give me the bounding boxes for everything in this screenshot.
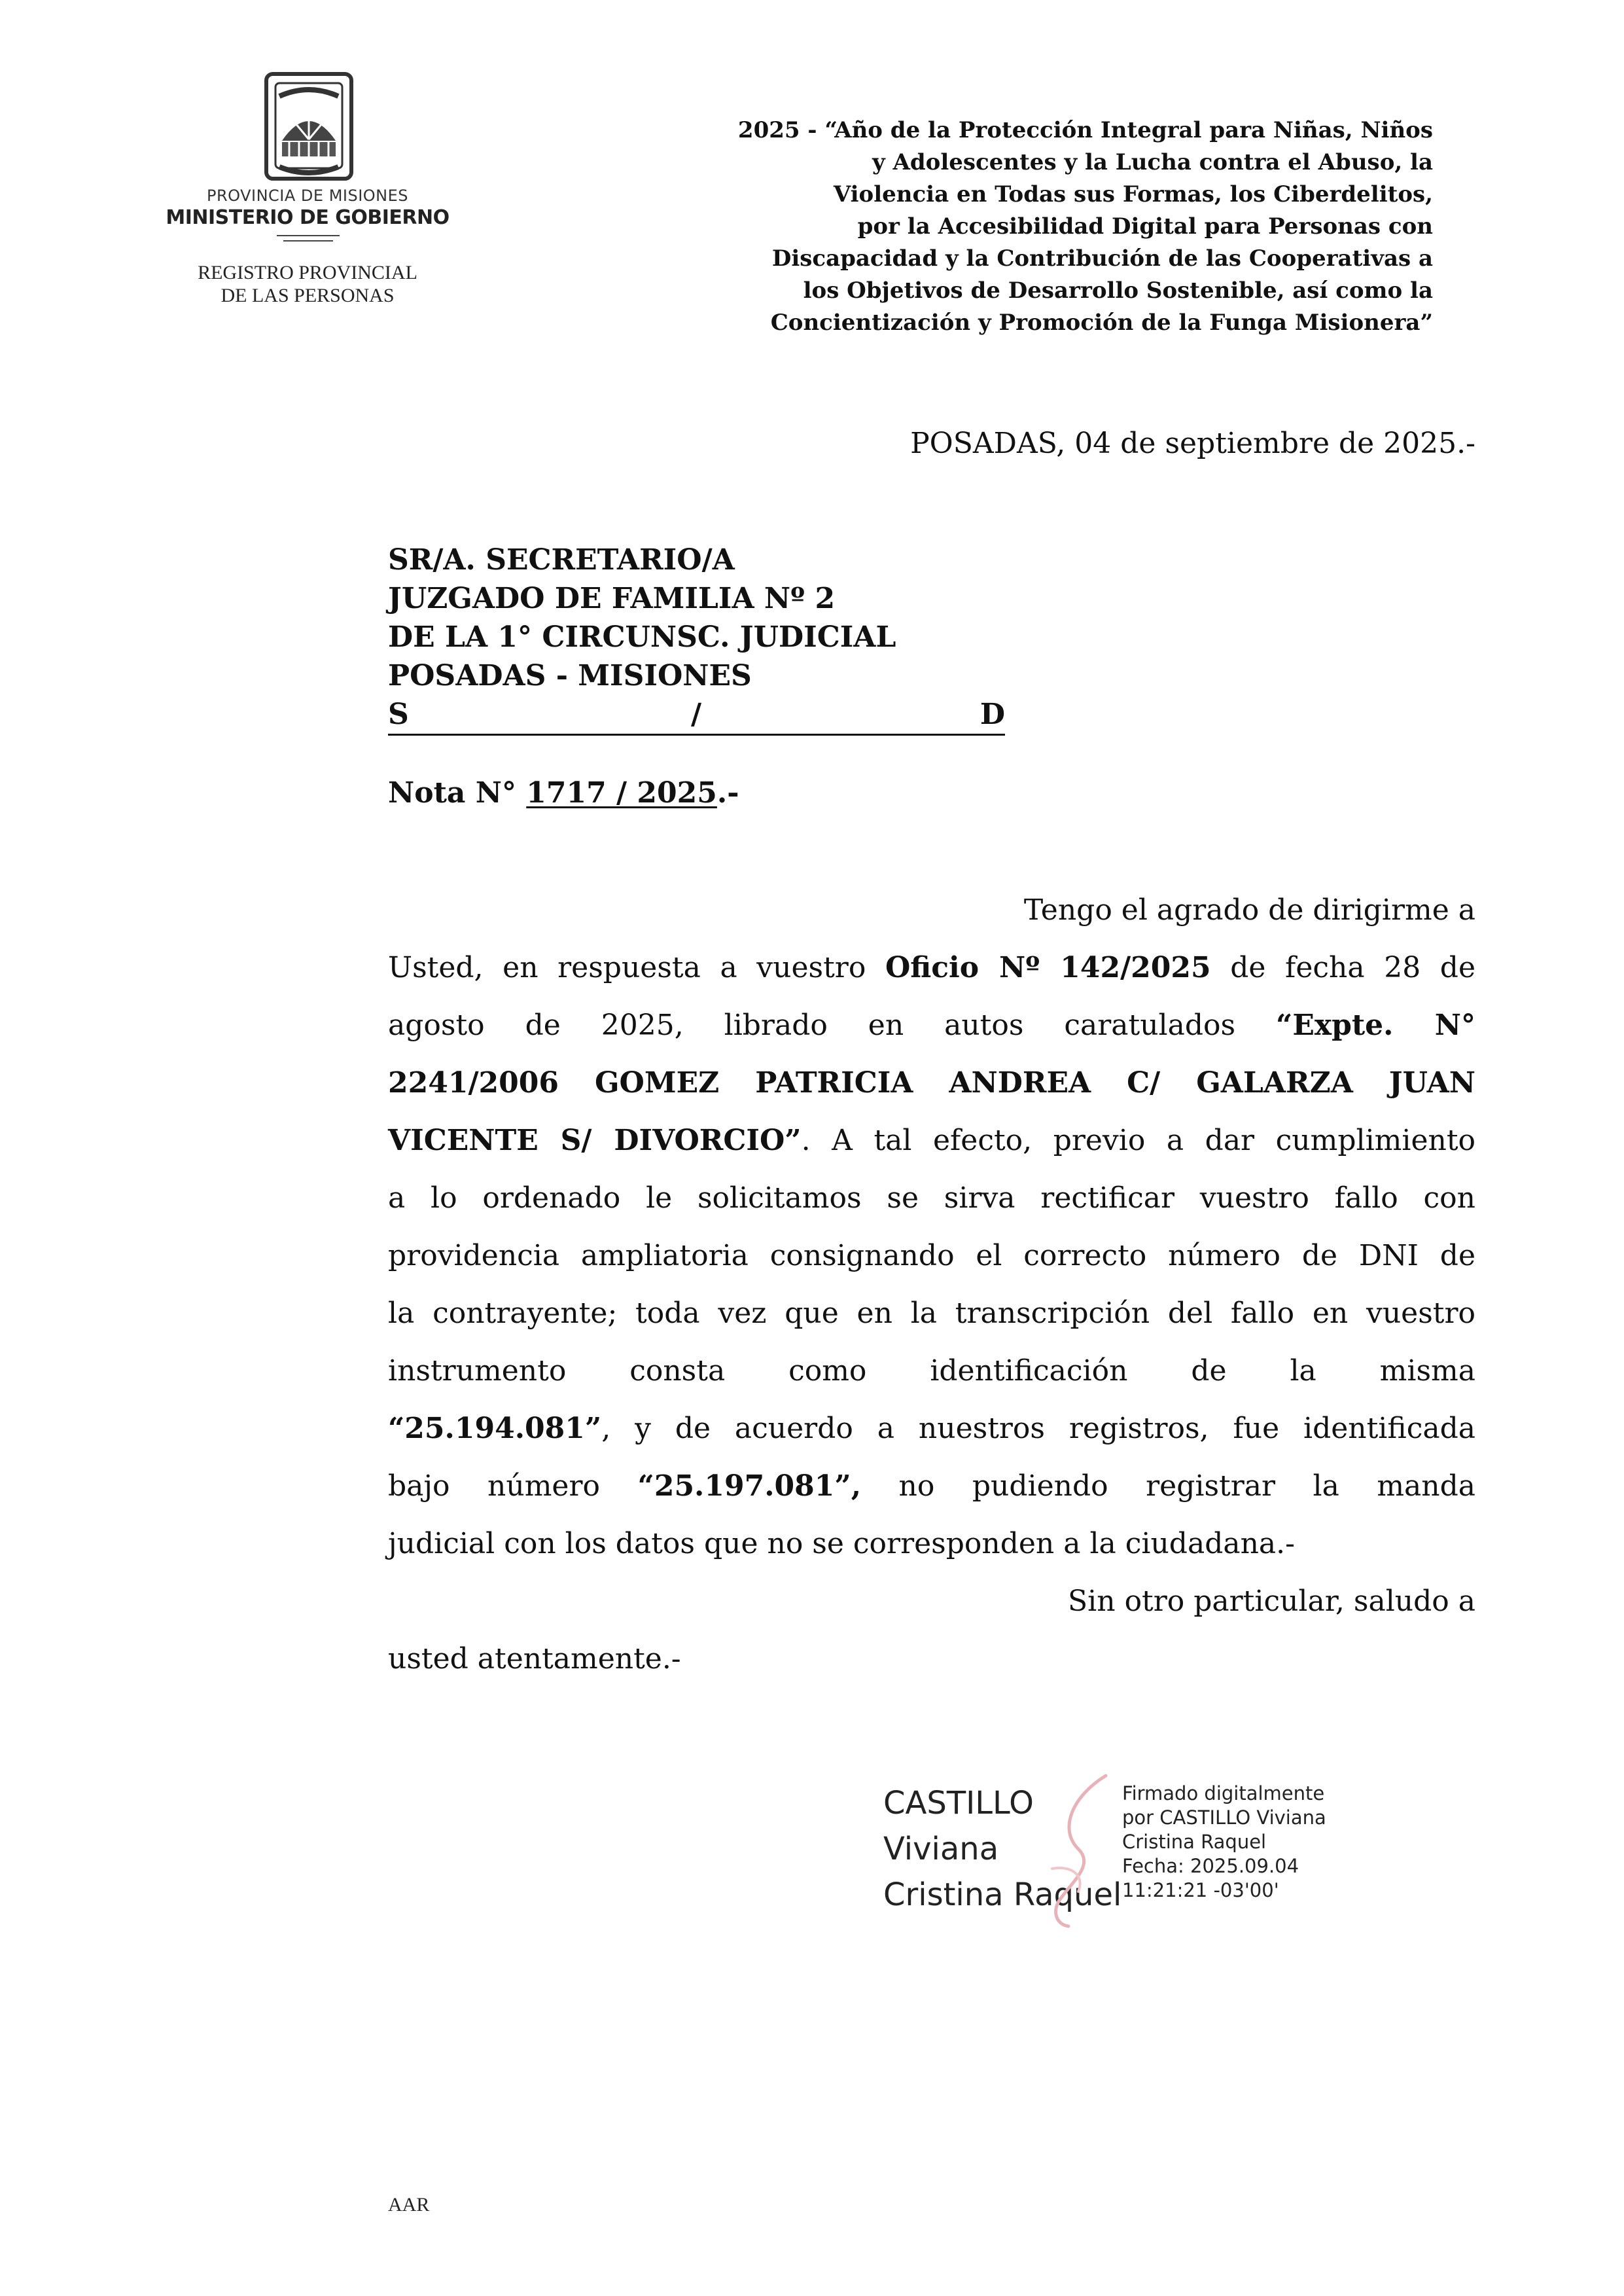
motto-line: Violencia en Todas sus Formas, los Ciberdelitos, <box>833 181 1433 207</box>
body-text: bajo número <box>388 1469 638 1503</box>
body-line <box>388 882 1475 939</box>
body-paragraph-1 <box>388 882 1475 1688</box>
addressee-line: SR/A. SECRETARIO/A <box>388 543 735 577</box>
date-line: POSADAS, 04 de septiembre de 2025.- <box>910 427 1475 460</box>
signature-info-line: Cristina Raquel <box>1122 1831 1267 1853</box>
body-line: usted atentamente.- <box>388 1642 681 1676</box>
body-line: providencia ampliatoria consignando el correcto número de DNI de <box>388 1239 1475 1272</box>
body-text: Usted, en respuesta a vuestro <box>388 951 885 984</box>
wrong-dni: “25.194.081” <box>388 1412 602 1445</box>
motto-line: por la Accesibilidad Digital para Personas con <box>857 213 1433 240</box>
nota-number: 1717 / 2025 <box>526 776 717 810</box>
sd-d: D <box>980 698 1005 731</box>
letterhead-rule <box>277 235 340 236</box>
sd-slash: / <box>691 698 702 731</box>
body-line <box>388 1054 1475 1112</box>
typist-initials: AAR <box>388 2194 430 2215</box>
signer-name-line: Viviana <box>883 1831 999 1867</box>
body-line <box>388 1458 1475 1515</box>
addressee-block <box>388 541 1010 736</box>
body-line <box>388 1112 1475 1170</box>
province-name: PROVINCIA DE MISIONES <box>206 187 409 205</box>
nota-label: Nota N° <box>388 776 527 810</box>
registry-name-line-1: REGISTRO PROVINCIAL <box>198 262 417 283</box>
signature-info-line: por CASTILLO Viviana <box>1122 1806 1326 1829</box>
signature-info-line: Fecha: 2025.09.04 <box>1122 1855 1299 1877</box>
ministry-name: MINISTERIO DE GOBIERNO <box>166 206 450 229</box>
nota-suffix: .- <box>716 776 739 810</box>
case-title: “Expte. N° <box>1276 1009 1475 1042</box>
body-line <box>388 939 1475 997</box>
year-motto <box>628 115 1433 339</box>
body-text: agosto de 2025, librado en autos caratulados <box>388 1009 1277 1042</box>
case-title: VICENTE S/ DIVORCIO” <box>388 1124 802 1157</box>
body-text: . A tal efecto, previo a dar cumplimiento <box>801 1124 1475 1157</box>
motto-line: 2025 - “Año de la Protección Integral para Niñas, Niños <box>737 117 1433 143</box>
province-seal-icon <box>253 62 364 187</box>
body-text: Tengo el agrado de dirigirme a <box>1023 893 1475 927</box>
nota-reference <box>388 776 739 810</box>
signature-info-line: Firmado digitalmente <box>1122 1782 1325 1804</box>
body-line <box>388 997 1475 1054</box>
registry-name-line-2: DE LAS PERSONAS <box>221 285 395 306</box>
body-line: Sin otro particular, saludo a <box>1068 1585 1475 1618</box>
body-line: instrumento consta como identificación de la misma <box>388 1354 1475 1388</box>
signature-info-line: 11:21:21 -03'00' <box>1122 1879 1279 1901</box>
addressee-line: JUZGADO DE FAMILIA Nº 2 <box>388 582 836 615</box>
sd-s: S <box>388 698 409 731</box>
motto-line: y Adolescentes y la Lucha contra el Abuso, la <box>872 149 1433 175</box>
case-title: 2241/2006 GOMEZ PATRICIA ANDREA C/ GALARZA JUAN <box>388 1066 1475 1100</box>
sd-line <box>388 695 1005 736</box>
motto-line: Concientización y Promoción de la Funga Misionera” <box>770 310 1433 336</box>
correct-dni: “25.197.081”, <box>637 1469 862 1503</box>
addressee-line: POSADAS - MISIONES <box>388 659 752 692</box>
motto-line: Discapacidad y la Contribución de las Cooperativas a <box>771 245 1433 272</box>
body-text: de fecha 28 de <box>1210 951 1476 984</box>
signer-name-line: Cristina Raquel <box>883 1876 1122 1913</box>
signer-name-line: CASTILLO <box>883 1785 1034 1821</box>
digital-signature-info <box>1122 1782 1326 1903</box>
body-line <box>388 1400 1475 1458</box>
body-text: no pudiendo registrar la manda <box>861 1469 1476 1503</box>
body-line: a lo ordenado le solicitamos se sirva rectificar vuestro fallo con <box>388 1181 1475 1215</box>
body-line: judicial con los datos que no se corresponden a la ciudadana.- <box>388 1527 1296 1560</box>
addressee-line: DE LA 1° CIRCUNSC. JUDICIAL <box>388 620 896 654</box>
body-text: , y de acuerdo a nuestros registros, fue identificada <box>601 1412 1475 1445</box>
letterhead-rule <box>283 240 333 242</box>
digital-signature-mark-icon <box>1033 1770 1118 1931</box>
body-line: la contrayente; toda vez que en la transcripción del fallo en vuestro <box>388 1297 1475 1330</box>
oficio-reference: Oficio Nº 142/2025 <box>885 951 1211 984</box>
motto-line: los Objetivos de Desarrollo Sostenible, así como la <box>803 278 1433 304</box>
